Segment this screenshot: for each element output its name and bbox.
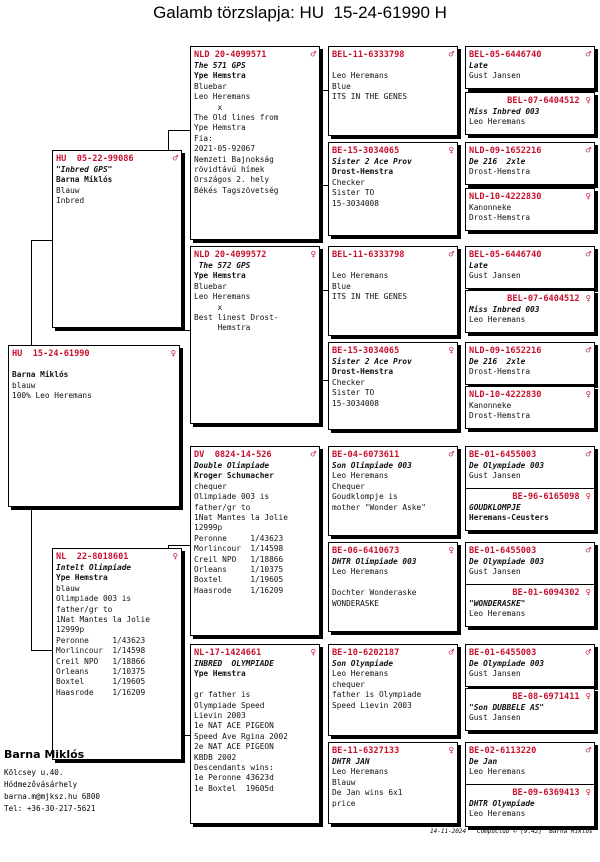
ancestor-card xyxy=(328,742,458,824)
card-line: x xyxy=(194,302,223,312)
card-line: Drost-Hemstra xyxy=(332,167,394,177)
card-line: Blue xyxy=(332,281,351,291)
card-line: "WONDERASKE" xyxy=(469,599,526,608)
sex-icon: ♀ xyxy=(585,293,591,304)
card-line: Son Olimpiade 003 xyxy=(332,461,412,470)
ancestor-card xyxy=(328,644,458,736)
ancestor-card xyxy=(328,542,458,632)
ring-number: HU 15-24-61990 xyxy=(12,349,90,359)
ancestor-card xyxy=(465,246,595,289)
card-line xyxy=(332,261,454,271)
card-line: Drost-Hemstra xyxy=(469,213,531,223)
card-line: The Old lines from xyxy=(194,113,279,123)
card-header xyxy=(469,449,591,461)
card-line: Leo Heremans xyxy=(332,669,389,679)
sex-icon: ♂ xyxy=(585,249,591,260)
card-line: Boxtel 1/19605 xyxy=(194,575,284,585)
card-line: chequer xyxy=(332,679,365,689)
ring-number: NL 22-8018601 xyxy=(56,552,129,562)
card-line: Gust Jansen xyxy=(469,471,521,481)
ring-number: BE-06-6410673 xyxy=(332,546,400,556)
card-line: Peronne 1/43623 xyxy=(194,533,284,543)
card-line: Sister TO xyxy=(332,388,375,398)
ring-number: BEL-07-6404512 xyxy=(507,294,580,304)
ring-number: BE-04-6073611 xyxy=(332,450,400,460)
card-line: 15-3034008 xyxy=(332,398,379,408)
sex-icon: ♂ xyxy=(585,647,591,658)
card-line: De Jan wins 6x1 xyxy=(332,788,403,798)
sex-icon: ♂ xyxy=(585,545,591,556)
card-line: father is Olympiade xyxy=(332,690,422,700)
ancestor-card xyxy=(465,386,595,429)
card-line: blauw xyxy=(56,583,80,593)
card-header xyxy=(332,545,454,557)
ring-number: BE-15-3034065 xyxy=(332,146,400,156)
sex-icon: ♂ xyxy=(448,647,454,658)
ancestor-card xyxy=(465,188,595,231)
card-line: The 571 GPS xyxy=(194,61,246,70)
card-line: Ype Hemstra xyxy=(194,669,246,679)
card-line: father/gr to xyxy=(194,502,251,512)
card-line: Orleans 1/10375 xyxy=(56,667,146,677)
card-line: Blue xyxy=(332,81,351,91)
sex-icon: ♀ xyxy=(585,95,591,106)
sex-icon: ♀ xyxy=(585,191,591,202)
sex-icon: ♀ xyxy=(585,491,591,502)
card-line: 1Nat Mantes la Jolie xyxy=(56,615,150,625)
ancestor-card xyxy=(465,784,595,827)
card-header xyxy=(469,95,591,107)
card-line: mother "Wonder Aske" xyxy=(332,502,426,512)
page-title: Galamb törzslapja: HU 15-24-61990 H xyxy=(153,3,447,22)
ring-number: BE-01-6455003 xyxy=(469,648,537,658)
ancestor-card xyxy=(465,342,595,385)
card-header xyxy=(56,551,178,563)
card-line: Late xyxy=(469,61,488,70)
ancestor-card xyxy=(465,542,595,585)
card-line: Leo Heremans xyxy=(332,567,389,577)
card-line: Double Olimpiade xyxy=(194,461,270,470)
card-line: Nemzeti Bajnokság xyxy=(194,154,274,164)
sex-icon: ♀ xyxy=(448,145,454,156)
card-line: gr father is xyxy=(194,690,251,700)
card-header xyxy=(469,389,591,401)
ancestor-card xyxy=(52,548,182,760)
card-line: 2e NAT ACE PIGEON xyxy=(194,742,274,752)
card-line: DHTR Olimpiade 003 xyxy=(332,557,417,566)
ring-number: BE-08-6971411 xyxy=(512,692,580,702)
card-line: Drost-Hemstra xyxy=(332,367,394,377)
card-line: Blauw xyxy=(332,777,356,787)
card-header xyxy=(469,545,591,557)
ancestor-card xyxy=(465,46,595,89)
ancestor-card xyxy=(465,142,595,185)
card-line: Leo Heremans xyxy=(469,767,526,777)
card-line: Gust Jansen xyxy=(469,669,521,679)
card-line: Olimpiade 003 is xyxy=(194,492,270,502)
card-line: Haasrode 1/16209 xyxy=(56,687,146,697)
card-line: Hemstra xyxy=(194,323,251,333)
card-line: Gust Jansen xyxy=(469,271,521,281)
ancestor-card xyxy=(328,246,458,336)
card-line: Intelt Olimpiade xyxy=(56,563,132,572)
card-line: Haasrode 1/16209 xyxy=(194,585,284,595)
card-line: Late xyxy=(469,261,488,270)
ring-number: NL-17-1424661 xyxy=(194,648,262,658)
card-header xyxy=(332,745,454,757)
ring-number: BE-09-6369413 xyxy=(512,788,580,798)
ring-number: NLD-10-4222830 xyxy=(469,192,542,202)
card-line: Leo Heremans xyxy=(194,92,251,102)
sex-icon: ♀ xyxy=(585,587,591,598)
owner-name: Barna Miklós xyxy=(4,748,85,761)
sex-icon: ♂ xyxy=(448,249,454,260)
ring-number: BEL-05-6446740 xyxy=(469,250,542,260)
card-line: "Inbred GPS" xyxy=(56,165,113,174)
ring-number: NLD-09-1652216 xyxy=(469,346,542,356)
card-line: Ype Hemstra xyxy=(194,123,246,133)
card-line: INBRED OLYMPIADE xyxy=(194,659,274,668)
card-line: Leo Heremans xyxy=(332,471,389,481)
card-line: Gust Jansen xyxy=(469,71,521,81)
sex-icon: ♂ xyxy=(585,345,591,356)
sex-icon: ♀ xyxy=(585,389,591,400)
card-line: rövidtávú hímek xyxy=(194,165,265,175)
card-line: Leo Heremans xyxy=(469,315,526,325)
card-line: 1e NAT ACE PIGEON xyxy=(194,721,274,731)
card-line: De Jan xyxy=(469,757,498,766)
owner-city: Hódmezővásárhely xyxy=(4,780,78,789)
card-line: ITS IN THE GENES xyxy=(332,292,408,302)
card-line xyxy=(332,61,454,71)
card-line: De 216 2xle xyxy=(469,357,526,366)
card-line: Morlincour 1/14598 xyxy=(56,646,146,656)
card-header xyxy=(332,345,454,357)
card-header xyxy=(469,587,591,599)
card-header xyxy=(469,49,591,61)
card-line: Creil NPO 1/18866 xyxy=(56,656,146,666)
ring-number: BE-96-6165098 xyxy=(512,492,580,502)
card-line: 1Nat Mantes la Jolie xyxy=(194,513,288,523)
card-line: De 216 2xle xyxy=(469,157,526,166)
card-line: Blauw xyxy=(56,185,80,195)
card-line: Miss Inbred 003 xyxy=(469,107,540,116)
card-line: Best linest Drost- xyxy=(194,313,279,323)
card-header xyxy=(194,249,316,261)
ancestor-card xyxy=(190,446,320,636)
card-line: Ype Hemstra xyxy=(194,271,246,281)
card-header xyxy=(469,345,591,357)
ancestor-card xyxy=(465,446,595,489)
card-line: Barna Miklós xyxy=(56,175,113,185)
card-line: KBDB 2002 xyxy=(194,752,237,762)
card-line: DHTR Olympiade xyxy=(469,799,535,808)
card-line: Ype Hemstra xyxy=(56,573,108,583)
card-line: GOUDKLOMPJE xyxy=(469,503,521,512)
card-line: chequer xyxy=(194,481,227,491)
card-line: Miss Inbred 003 xyxy=(469,305,540,314)
card-header xyxy=(194,449,316,461)
card-line: Speed Ave Rgina 2002 xyxy=(194,731,288,741)
sex-icon: ♂ xyxy=(585,49,591,60)
card-line: Descendants wins: xyxy=(194,763,274,773)
card-line: Morlincour 1/14598 xyxy=(194,544,284,554)
card-line xyxy=(332,578,454,588)
ring-number: NLD-09-1652216 xyxy=(469,146,542,156)
ring-number: BEL-11-6333798 xyxy=(332,50,405,60)
ring-number: BE-10-6202187 xyxy=(332,648,400,658)
sex-icon: ♂ xyxy=(585,745,591,756)
sex-icon: ♂ xyxy=(585,145,591,156)
card-line: Drost-Hemstra xyxy=(469,167,531,177)
card-header xyxy=(469,191,591,203)
owner-email: barna.m@mjksz.hu 6800 xyxy=(4,792,101,801)
card-header xyxy=(469,647,591,659)
card-header xyxy=(469,745,591,757)
card-header xyxy=(469,145,591,157)
card-line: Kanonneke xyxy=(469,401,512,410)
card-line: Son Olympiade xyxy=(332,659,394,668)
card-line: Bluebar xyxy=(194,81,227,91)
ancestor-card xyxy=(328,446,458,536)
card-line: Ype Hemstra xyxy=(194,71,246,81)
ring-number: BEL-05-6446740 xyxy=(469,50,542,60)
card-header xyxy=(194,49,316,61)
card-header xyxy=(332,49,454,61)
card-line: Drost-Hemstra xyxy=(469,367,531,377)
card-line: Gust Jansen xyxy=(469,567,521,577)
card-line: De Olympiade 003 xyxy=(469,557,545,566)
ancestor-card xyxy=(465,290,595,333)
ring-number: DV 0824-14-526 xyxy=(194,450,272,460)
card-line: blauw xyxy=(12,380,36,390)
card-line: Peronne 1/43623 xyxy=(56,635,146,645)
ring-number: BEL-11-6333798 xyxy=(332,250,405,260)
card-line: De Olympiade 003 xyxy=(469,659,545,668)
card-line: Kroger Schumacher xyxy=(194,471,274,481)
card-line: Lievin 2003 xyxy=(194,711,246,721)
card-line: Kanonneke xyxy=(469,203,512,212)
card-header xyxy=(469,691,591,703)
sex-icon: ♀ xyxy=(585,691,591,702)
card-line: Sister TO xyxy=(332,188,375,198)
card-line: Gust Jansen xyxy=(469,713,521,723)
sex-icon: ♀ xyxy=(448,345,454,356)
card-header xyxy=(194,647,316,659)
ring-number: NLD 20-4099572 xyxy=(194,250,267,260)
ancestor-card xyxy=(190,46,320,240)
card-line: ITS IN THE GENES xyxy=(332,92,408,102)
card-line: Sister 2 Ace Prov xyxy=(332,357,412,366)
card-line: Speed Lievin 2003 xyxy=(332,700,412,710)
card-line xyxy=(12,360,176,370)
card-line: Leo Heremans xyxy=(332,271,389,281)
card-header xyxy=(469,787,591,799)
sex-icon: ♂ xyxy=(448,49,454,60)
card-line: father/gr to xyxy=(56,604,113,614)
card-line: Leo Heremans xyxy=(469,117,526,127)
sex-icon: ♀ xyxy=(310,647,316,658)
ancestor-card xyxy=(52,150,182,328)
card-header xyxy=(469,491,591,503)
ring-number: BE-02-6113220 xyxy=(469,746,537,756)
card-line: Barna Miklós xyxy=(12,370,69,380)
sex-icon: ♀ xyxy=(170,348,176,359)
card-header xyxy=(332,647,454,659)
card-line: Checker xyxy=(332,177,365,187)
ring-number: NLD-10-4222830 xyxy=(469,390,542,400)
card-line: Országos 2. hely xyxy=(194,175,270,185)
sex-icon: ♂ xyxy=(448,449,454,460)
card-line: Goudklompje is xyxy=(332,492,398,502)
card-line: The 572 GPS xyxy=(194,261,251,270)
sex-icon: ♂ xyxy=(310,449,316,460)
card-line: Fia: xyxy=(194,133,213,143)
card-line: Sister 2 Ace Prov xyxy=(332,157,412,166)
card-line: 12999p xyxy=(194,523,223,533)
card-line: 12999p xyxy=(56,625,85,635)
ancestor-card xyxy=(465,644,595,687)
card-header xyxy=(56,153,178,165)
sex-icon: ♂ xyxy=(172,153,178,164)
card-line: Drost-Hemstra xyxy=(469,411,531,421)
card-line: Olimpiade 003 is xyxy=(56,594,132,604)
ancestor-card xyxy=(465,742,595,785)
card-header xyxy=(332,249,454,261)
sex-icon: ♀ xyxy=(585,787,591,798)
ancestor-card xyxy=(328,142,458,236)
card-header xyxy=(332,145,454,157)
ancestor-card xyxy=(465,488,595,531)
sex-icon: ♂ xyxy=(310,49,316,60)
card-line: Boxtel 1/19605 xyxy=(56,677,146,687)
card-line: 1e Boxtel 19605d xyxy=(194,783,274,793)
card-line: Creil NPO 1/18866 xyxy=(194,554,284,564)
ring-number: BE-11-6327133 xyxy=(332,746,400,756)
owner-address: Kölcsey u.40. xyxy=(4,768,64,777)
subject-pigeon-card xyxy=(8,345,180,507)
sex-icon: ♀ xyxy=(448,745,454,756)
ring-number: BE-01-6455003 xyxy=(469,450,537,460)
card-line: Leo Heremans xyxy=(332,71,389,81)
sex-icon: ♀ xyxy=(310,249,316,260)
ring-number: HU 05-22-99086 xyxy=(56,154,134,164)
owner-phone: Tel: +36-30-217-5621 xyxy=(4,804,96,813)
ancestor-card xyxy=(328,46,458,136)
card-line: "Son DUBBELE AS" xyxy=(469,703,545,712)
card-line: Dochter Wonderaske xyxy=(332,588,417,598)
footer-credit: 14-11-2024 Compuclub © [9.42] Barna Miklós xyxy=(430,828,593,835)
card-header xyxy=(469,249,591,261)
ancestor-card xyxy=(465,688,595,731)
card-line: Leo Heremans xyxy=(194,292,251,302)
card-line: 2021-05-92067 xyxy=(194,144,256,154)
card-line: Orleans 1/10375 xyxy=(194,565,284,575)
card-line: 1e Peronne 43623d xyxy=(194,773,274,783)
ancestor-card xyxy=(328,342,458,430)
ancestor-card xyxy=(465,584,595,627)
card-line: x xyxy=(194,102,223,112)
ancestor-card xyxy=(190,644,320,824)
sex-icon: ♀ xyxy=(448,545,454,556)
ring-number: BEL-07-6404512 xyxy=(507,96,580,106)
card-line: Inbred xyxy=(56,196,85,206)
card-line: Olympiade Speed xyxy=(194,700,265,710)
ancestor-card xyxy=(190,246,320,424)
ring-number: BE-15-3034065 xyxy=(332,346,400,356)
ancestor-card xyxy=(465,92,595,135)
card-line: Chequer xyxy=(332,481,365,491)
sex-icon: ♀ xyxy=(172,551,178,562)
card-header xyxy=(332,449,454,461)
card-line: Békés Tagszövetség xyxy=(194,185,279,195)
ring-number: BE-01-6094302 xyxy=(512,588,580,598)
card-line: Heremans-Ceusters xyxy=(469,513,549,523)
card-header xyxy=(469,293,591,305)
card-line: Leo Heremans xyxy=(469,809,526,819)
ring-number: BE-01-6455003 xyxy=(469,546,537,556)
card-line: Leo Heremans xyxy=(469,609,526,619)
card-line: Bluebar xyxy=(194,281,227,291)
card-line: Leo Heremans xyxy=(332,767,389,777)
card-line: Checker xyxy=(332,377,365,387)
card-line: De Olympiade 003 xyxy=(469,461,545,470)
card-line: 100% Leo Heremans xyxy=(12,391,92,401)
card-line: 15-3034008 xyxy=(332,198,379,208)
card-line: price xyxy=(332,798,356,808)
ring-number: NLD 20-4099571 xyxy=(194,50,267,60)
card-line xyxy=(194,680,316,690)
card-line: WONDERASKE xyxy=(332,598,379,608)
card-header xyxy=(12,348,176,360)
sex-icon: ♂ xyxy=(585,449,591,460)
card-line: DHTR JAN xyxy=(332,757,370,766)
